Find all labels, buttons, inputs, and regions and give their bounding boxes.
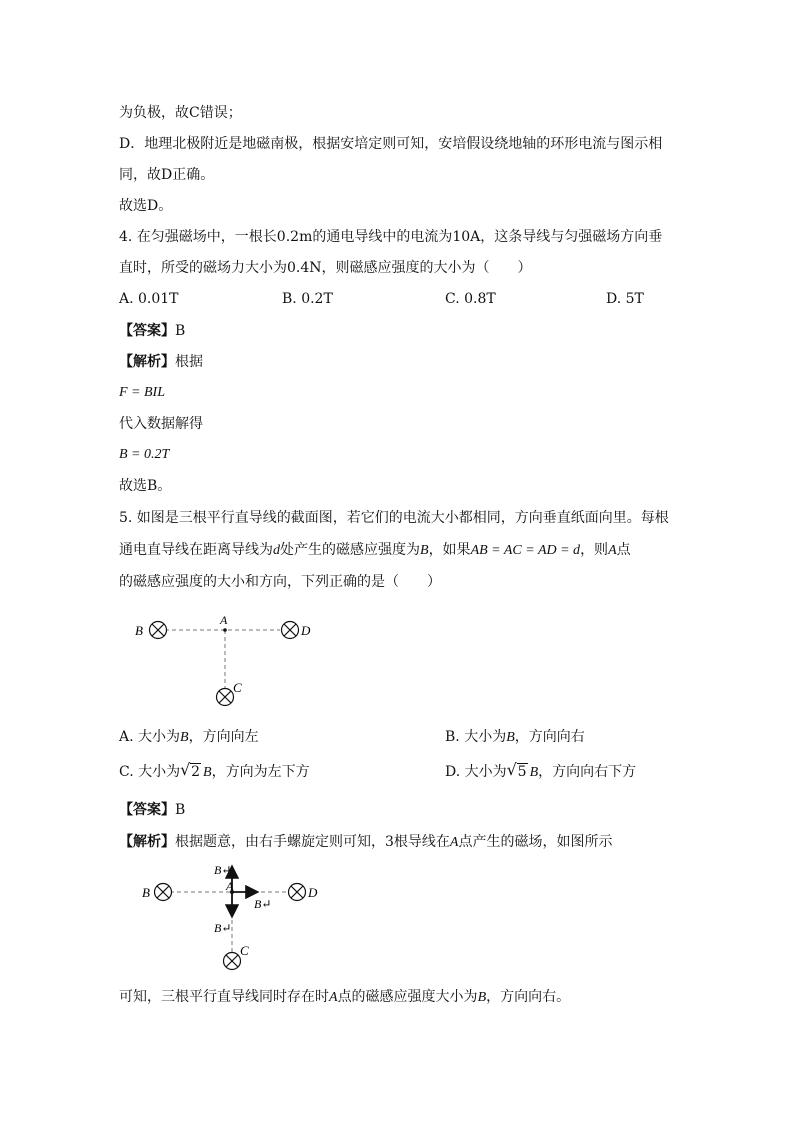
q4-option-a: A. 0.01T bbox=[119, 291, 179, 307]
var-a: A bbox=[329, 990, 338, 1005]
q5-option-b bbox=[445, 728, 585, 747]
stem-text: ，如果 bbox=[428, 542, 471, 558]
question-5-stem: 5. 如图是三根平行直导线的截面图，若它们的电流大小都相同，方向垂直纸面向里。每根 bbox=[119, 510, 669, 526]
q4-option-d: D. 5T bbox=[606, 291, 644, 307]
text-line: 同，故D正确。 bbox=[119, 167, 215, 183]
label-b-up: B↵ bbox=[214, 863, 232, 877]
var-b: B bbox=[477, 990, 487, 1005]
analysis-tag: 【解析】 bbox=[119, 354, 175, 370]
q5-analysis bbox=[119, 833, 612, 852]
analysis-tag: 【解析】 bbox=[119, 834, 175, 850]
text-line: 故选B。 bbox=[119, 478, 172, 494]
var-a: A bbox=[608, 543, 617, 558]
figure-wires-1 bbox=[130, 612, 330, 712]
wire-d-symbol bbox=[289, 884, 306, 901]
option-text: ，方向向左 bbox=[188, 729, 259, 745]
label-c: C bbox=[233, 680, 242, 695]
option-text: ，方向为左下方 bbox=[211, 764, 310, 780]
answer-value: B bbox=[175, 802, 186, 818]
question-5-stem: 的磁感应强度的大小和方向，下列正确的是（ ） bbox=[119, 574, 441, 590]
option-text: C. 大小为 bbox=[119, 764, 181, 780]
var-b: B bbox=[506, 730, 515, 745]
analysis-text: 点产生的磁场，如图所示 bbox=[458, 834, 613, 850]
label-d: D bbox=[308, 885, 318, 900]
label-d: D bbox=[301, 623, 311, 638]
q4-formula: F = BIL bbox=[119, 385, 165, 400]
q5-conclusion bbox=[119, 988, 570, 1007]
stem-text: 点 bbox=[616, 542, 631, 558]
label-a: A bbox=[226, 879, 234, 893]
label-c: C bbox=[240, 943, 249, 958]
text-line: 代入数据解得 bbox=[119, 416, 203, 432]
option-text: ，方向向右 bbox=[514, 729, 585, 745]
wire-b-symbol bbox=[155, 884, 172, 901]
label-a: A bbox=[220, 613, 228, 627]
var-a: A bbox=[449, 835, 459, 850]
stem-text: ，则 bbox=[580, 542, 609, 558]
conclusion-text: 可知，三根平行直导线同时存在时 bbox=[119, 989, 329, 1005]
question-4-stem: 直时，所受的磁场力大小为0.4N，则磁感应强度的大小为（ ） bbox=[119, 260, 532, 276]
wire-b-symbol bbox=[150, 622, 167, 639]
label-b: B bbox=[135, 623, 143, 638]
point-a bbox=[223, 628, 227, 632]
var-b: B bbox=[529, 765, 539, 780]
stem-text: 通电直导线在距离导线为 bbox=[119, 542, 273, 558]
text-line: 为负极，故C错误； bbox=[119, 105, 242, 121]
q5-option-c bbox=[119, 760, 310, 782]
text-line: D．地理北极附近是地磁南极，根据安培定则可知，安培假设绕地轴的环形电流与图示相 bbox=[119, 136, 663, 152]
option-text: ，方向向右下方 bbox=[538, 764, 637, 780]
option-text: D. 大小为 bbox=[445, 764, 507, 780]
q4-option-c: C. 0.8T bbox=[445, 291, 496, 307]
equation: AB = AC = AD = d bbox=[470, 543, 581, 558]
q5-answer bbox=[119, 801, 185, 819]
wire-c-symbol bbox=[217, 689, 234, 706]
var-b: B bbox=[203, 765, 212, 780]
label-b-right: B↵ bbox=[254, 897, 272, 911]
answer-tag: 【答案】 bbox=[119, 802, 175, 818]
var-d: d bbox=[273, 543, 280, 558]
q5-option-d bbox=[445, 760, 637, 782]
option-text: A. 大小为 bbox=[119, 729, 181, 745]
label-b: B bbox=[142, 885, 150, 900]
figure-wires-2 bbox=[140, 858, 340, 978]
stem-text: 处产生的磁感应强度为 bbox=[280, 542, 420, 558]
question-5-stem bbox=[119, 541, 631, 560]
option-text: B. 大小为 bbox=[445, 729, 507, 745]
conclusion-text: ，方向向右。 bbox=[486, 989, 571, 1005]
analysis-text: 根据 bbox=[175, 354, 203, 370]
var-b: B bbox=[420, 543, 429, 558]
analysis-text: 根据题意，由右手螺旋定则可知，3根导线在 bbox=[175, 834, 450, 850]
q4-result: B = 0.2T bbox=[119, 447, 170, 462]
wire-c-symbol bbox=[224, 953, 241, 970]
sqrt-expression: √ 5 bbox=[506, 760, 527, 780]
q4-answer bbox=[119, 322, 185, 340]
answer-tag: 【答案】 bbox=[119, 323, 175, 339]
text-line: 故选D。 bbox=[119, 198, 173, 214]
question-4-stem: 4. 在匀强磁场中，一根长0.2m的通电导线中的电流为10A，这条导线与匀强磁场方向垂 bbox=[119, 229, 663, 245]
var-b: B bbox=[180, 730, 189, 745]
answer-value: B bbox=[175, 323, 186, 339]
wire-d-symbol bbox=[282, 622, 299, 639]
conclusion-text: 点的磁感应强度大小为 bbox=[337, 989, 478, 1005]
q4-option-b: B. 0.2T bbox=[282, 291, 333, 307]
sqrt-expression: √ 2 bbox=[180, 760, 201, 780]
q5-option-a bbox=[119, 728, 259, 747]
label-b-down: B↵ bbox=[214, 921, 232, 935]
q4-analysis bbox=[119, 353, 203, 371]
